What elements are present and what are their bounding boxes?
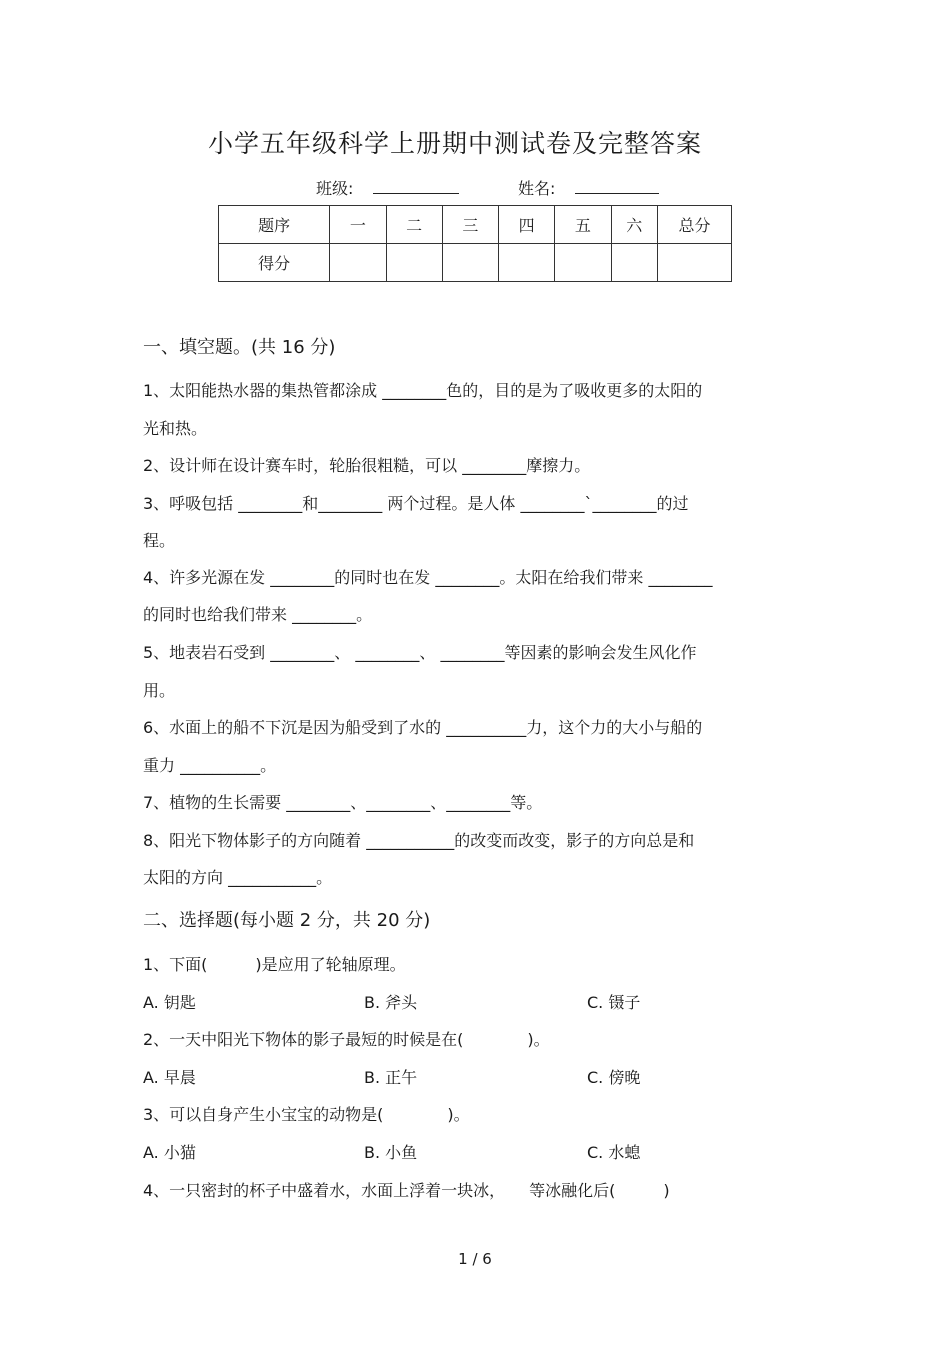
choice-option: A. 小猫	[143, 1143, 196, 1162]
score-cell	[611, 244, 657, 282]
score-table-score-row	[219, 244, 732, 282]
section2-heading: 二、选择题(每小题 2 分，共 20 分)	[143, 910, 431, 931]
fill-blank-line: 1、太阳能热水器的集热管都涂成 ________色的，目的是为了吸收更多的太阳的	[143, 381, 703, 400]
score-header-cell: 六	[611, 206, 657, 244]
score-header-cell: 二	[386, 206, 442, 244]
choice-question: 1、下面( )是应用了轮轴原理。	[143, 955, 406, 974]
choice-question: 3、可以自身产生小宝宝的动物是( )。	[143, 1105, 470, 1124]
choice-option: C. 傍晚	[587, 1068, 641, 1087]
choice-option: B. 正午	[364, 1068, 418, 1087]
score-table-header-row	[219, 206, 732, 244]
fill-blank-line: 6、水面上的船不下沉是因为船受到了水的 __________力，这个力的大小与船的	[143, 718, 703, 737]
class-label: 班级:	[316, 179, 354, 198]
section1-heading: 一、填空题。(共 16 分)	[143, 337, 336, 358]
fill-blank-line: 7、植物的生长需要 ________、________、________等。	[143, 793, 543, 812]
choice-option: A. 钥匙	[143, 993, 196, 1012]
fill-blank-line: 5、地表岩石受到 ________、 ________、 ________等因素的影响会发生风化作	[143, 643, 697, 662]
name-blank	[575, 179, 659, 194]
fill-blank-line: 3、呼吸包括 ________和________ 两个过程。是人体 ________`________的过	[143, 494, 689, 513]
fill-blank-line: 重力 __________。	[143, 756, 277, 775]
choice-option: C. 镊子	[587, 993, 641, 1012]
name-field	[518, 176, 659, 199]
score-cell	[555, 244, 611, 282]
choice-question: 4、一只密封的杯子中盛着水，水面上浮着一块冰， 等冰融化后( )	[143, 1181, 670, 1200]
class-field	[316, 176, 459, 199]
score-header-cell: 三	[442, 206, 498, 244]
fill-blank-line: 2、设计师在设计赛车时，轮胎很粗糙，可以 ________摩擦力。	[143, 456, 591, 475]
score-cell	[658, 244, 732, 282]
score-header-cell: 总分	[658, 206, 732, 244]
score-cell	[442, 244, 498, 282]
choice-question: 2、一天中阳光下物体的影子最短的时候是在( )。	[143, 1030, 550, 1049]
score-header-cell: 五	[555, 206, 611, 244]
page-number: 1 / 6	[458, 1250, 492, 1268]
score-row-label: 得分	[219, 244, 330, 282]
score-cell	[330, 244, 386, 282]
score-header-cell: 一	[330, 206, 386, 244]
fill-blank-line: 用。	[143, 681, 176, 700]
score-table	[218, 205, 732, 282]
fill-blank-line: 4、许多光源在发 ________的同时也在发 ________。太阳在给我们带来 ________	[143, 568, 713, 587]
fill-blank-line: 光和热。	[143, 419, 208, 438]
page-title: 小学五年级科学上册期中测试卷及完整答案	[207, 129, 702, 158]
score-header-cell: 题序	[219, 206, 330, 244]
score-header-cell: 四	[499, 206, 555, 244]
choice-option: C. 水螅	[587, 1143, 641, 1162]
fill-blank-line: 8、阳光下物体影子的方向随着 ___________的改变而改变，影子的方向总是和	[143, 831, 695, 850]
score-cell	[386, 244, 442, 282]
fill-blank-line: 太阳的方向 ___________。	[143, 868, 333, 887]
fill-blank-line: 程。	[143, 531, 176, 550]
choice-option: A. 早晨	[143, 1068, 196, 1087]
choice-option: B. 小鱼	[364, 1143, 418, 1162]
fill-blank-line: 的同时也给我们带来 ________。	[143, 605, 373, 624]
name-label: 姓名:	[518, 179, 556, 198]
choice-option: B. 斧头	[364, 993, 418, 1012]
score-cell	[499, 244, 555, 282]
class-blank	[373, 179, 459, 194]
